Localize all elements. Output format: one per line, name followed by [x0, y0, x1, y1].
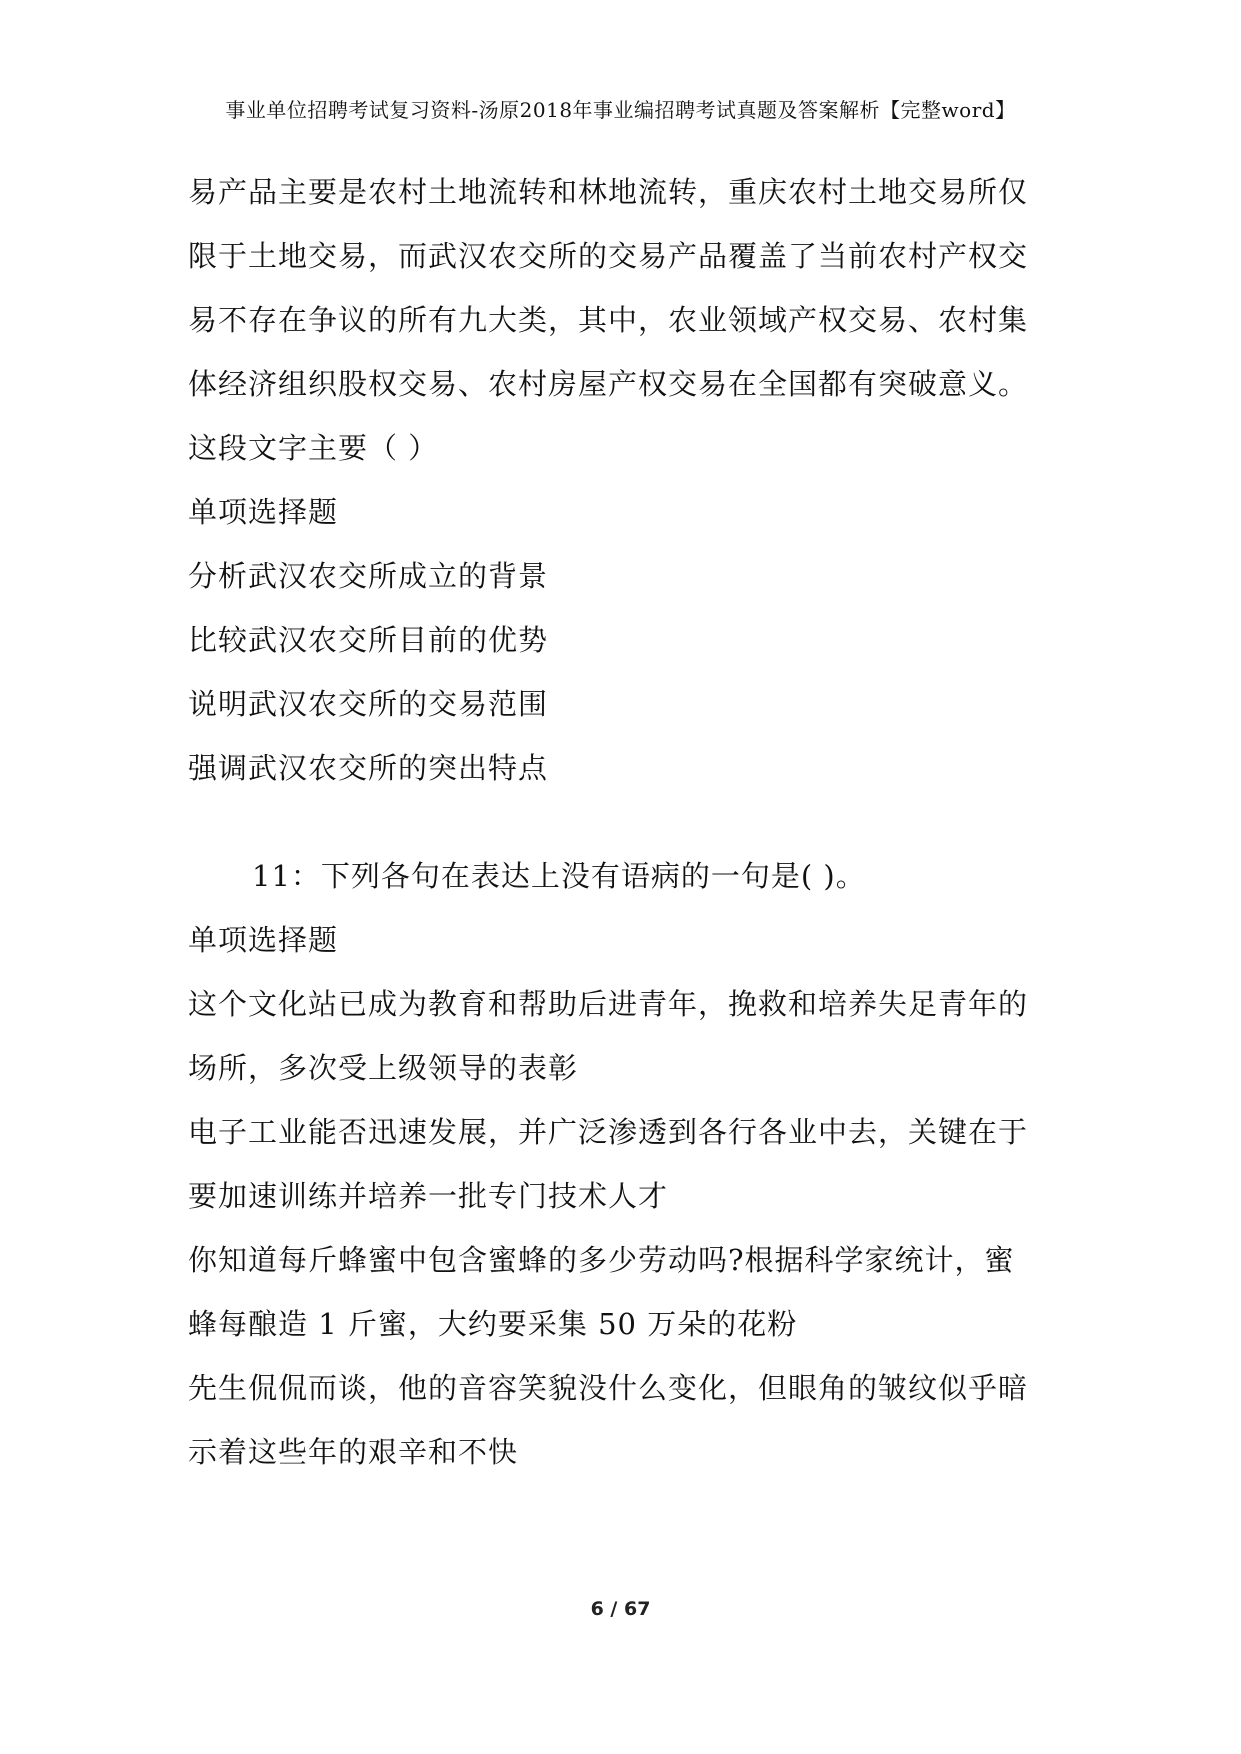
- option-list: [188, 972, 1088, 1484]
- option-a: 分析武汉农交所成立的背景: [188, 559, 549, 593]
- question-type-label: 单项选择题: [188, 495, 339, 529]
- option-d: 强调武汉农交所的突出特点: [188, 751, 549, 785]
- option-b: [188, 1100, 1088, 1228]
- option-d: [188, 1356, 1088, 1484]
- option-line: 这个文化站已成为教育和帮助后进青年，挽救和培养失足青年的: [188, 987, 1029, 1021]
- option-line: 示着这些年的艰辛和不快: [188, 1435, 519, 1469]
- page-header: 事业单位招聘考试复习资料-汤原2018年事业编招聘考试真题及答案解析【完整word】: [225, 98, 1016, 122]
- passage-line: 易产品主要是农村土地流转和林地流转，重庆农村土地交易所仅: [188, 175, 1029, 209]
- option-line: 你知道每斤蜂蜜中包含蜜蜂的多少劳动吗?根据科学家统计，蜜: [188, 1243, 1015, 1277]
- option-line: 蜂每酿造 1 斤蜜，大约要采集 50 万朵的花粉: [188, 1307, 798, 1341]
- passage-line: 体经济组织股权交易、农村房屋产权交易在全国都有突破意义。: [188, 367, 1029, 401]
- option-c: [188, 1228, 1088, 1356]
- question-prompt: 这段文字主要（ ）: [188, 431, 439, 465]
- passage-text: [188, 160, 1088, 480]
- option-line: 电子工业能否迅速发展，并广泛渗透到各行各业中去，关键在于: [188, 1115, 1029, 1149]
- section-gap: [188, 800, 1088, 844]
- document-body: [188, 160, 1088, 1484]
- option-line: 要加速训练并培养一批专门技术人才: [188, 1179, 669, 1213]
- passage-line: 限于土地交易，而武汉农交所的交易产品覆盖了当前农村产权交: [188, 239, 1029, 273]
- option-c: 说明武汉农交所的交易范围: [188, 687, 549, 721]
- option-list: [188, 544, 1088, 800]
- question-11-stem: 11：下列各句在表达上没有语病的一句是( )。: [252, 859, 866, 893]
- option-line: 场所，多次受上级领导的表彰: [188, 1051, 579, 1085]
- option-b: 比较武汉农交所目前的优势: [188, 623, 549, 657]
- page-number: 6 / 67: [590, 1598, 651, 1620]
- passage-line: 易不存在争议的所有九大类，其中，农业领域产权交易、农村集: [188, 303, 1029, 337]
- option-line: 先生侃侃而谈，他的音容笑貌没什么变化，但眼角的皱纹似乎暗: [188, 1371, 1029, 1405]
- question-type-label: 单项选择题: [188, 923, 339, 957]
- option-a: [188, 972, 1088, 1100]
